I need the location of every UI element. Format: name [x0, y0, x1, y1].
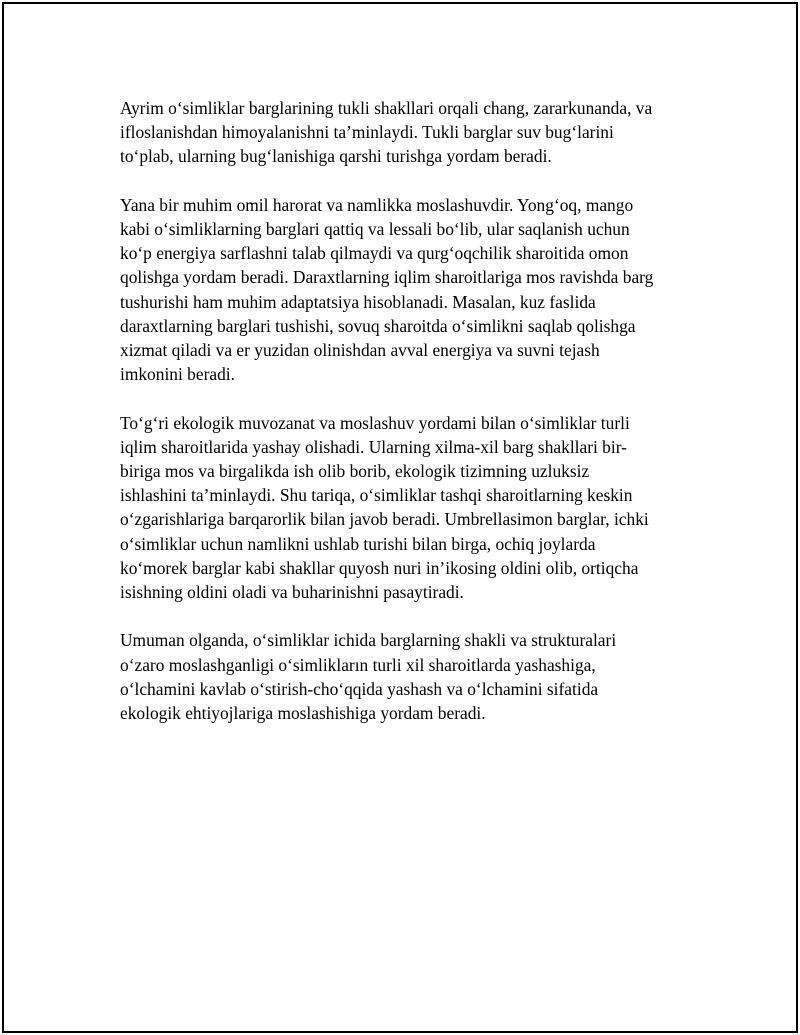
text-line: Ayrim o‘simliklar barglarining tukli shakllari orqali chang, zararkunanda, va: [120, 98, 653, 118]
text-line: o‘lchamini kavlab o‘stirish-cho‘qqida yashash va o‘lchamini sifatida: [120, 678, 599, 699]
text-line: ekologik ehtiyojlariga moslashishiga yordam beradi.: [120, 703, 486, 724]
text-line: isishning oldini oladi va buharinishni pasaytiradi.: [120, 582, 464, 603]
text-line: ifloslanishdan himoyalanishni ta’minlaydi. Tukli barglar suv bug‘larini: [120, 122, 614, 143]
text-line: imkonini beradi.: [120, 364, 235, 385]
text-line: daraxtlarning barglari tushishi, sovuq sharoitda o‘simlikni saqlab qolishga: [120, 315, 636, 336]
text-line: iqlim sharoitlarida yashay olishadi. Ularning xilma-xil barg shakllari bir-: [120, 436, 627, 457]
text-line: o‘simliklar uchun namlikni ushlab turishi bilan birga, ochiq joylarda: [120, 533, 596, 554]
text-line: biriga mos va birgalikda ish olib borib, ekologik tizimning uzluksiz: [120, 461, 590, 482]
text-line: ishlashini ta’minlaydi. Shu tariqa, o‘simliklar tashqi sharoitlarning keskin: [120, 485, 633, 506]
text-line: o‘zaro moslashganligi o‘simlikların turli xil sharoitlarda yashashiga,: [120, 654, 596, 675]
text-line: o‘zgarishlariga barqarorlik bilan javob beradi. Umbrellasimon barglar, ichki: [120, 509, 649, 530]
paragraph-4: [120, 628, 690, 725]
text-line: kabi o‘simliklarning barglari qattiq va lessali bo‘lib, ular saqlanish uchun: [120, 219, 630, 239]
document-body: [120, 96, 690, 749]
paragraph-3: [120, 411, 690, 605]
text-line: ko‘p energiya sarflashni talab qilmaydi va qurg‘oqchilik sharoitida omon: [120, 243, 629, 264]
text-line: xizmat qiladi va er yuzidan olinishdan avval energiya va suvni tejash: [120, 340, 600, 361]
paragraph-1: [120, 96, 690, 169]
text-line: Yana bir muhim omil harorat va namlikka moslashuvdir. Yong‘oq, mango: [120, 194, 634, 215]
text-line: qolishga yordam beradi. Daraxtlarning iqlim sharoitlariga mos ravishda barg: [120, 267, 654, 288]
document-page: [2, 2, 798, 1033]
text-line: to‘plab, ularning bug‘lanishiga qarshi turishga yordam beradi.: [120, 146, 552, 167]
text-line: tushurishi ham muhim adaptatsiya hisoblanadi. Masalan, kuz faslida: [120, 291, 596, 312]
paragraph-2: [120, 193, 690, 387]
text-line: ko‘morek barglar kabi shakllar quyosh nuri in’ikosing oldini olib, ortiqcha: [120, 557, 639, 578]
text-line: Umuman olganda, o‘simliklar ichida barglarning shakli va strukturalari: [120, 630, 617, 651]
text-line: To‘g‘ri ekologik muvozanat va moslashuv yordami bilan o‘simliklar turli: [120, 412, 630, 433]
